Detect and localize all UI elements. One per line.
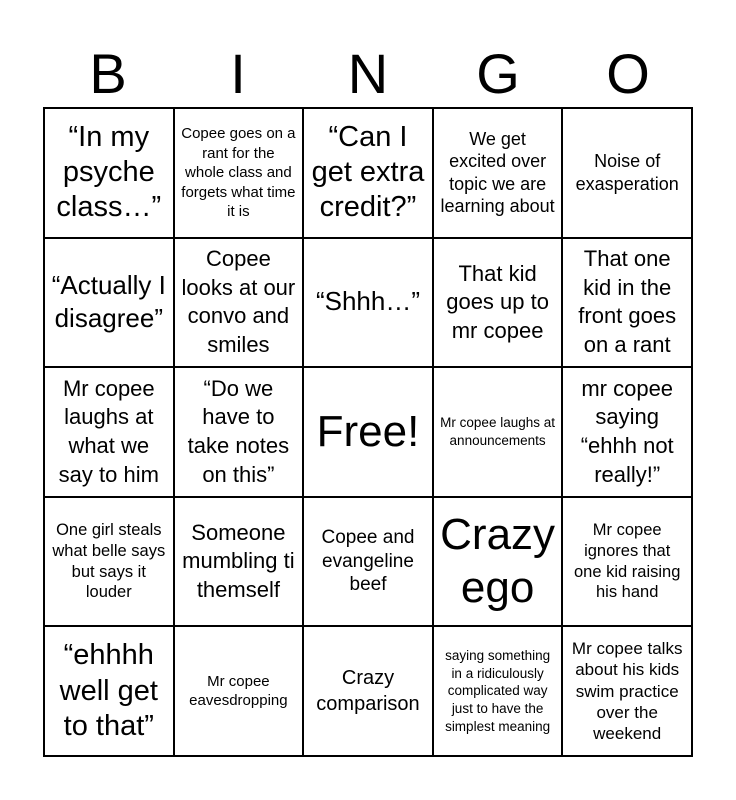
title-letter-n: N	[347, 42, 389, 105]
cell-text: Mr copee ignores that one kid raising his hand	[573, 521, 681, 602]
cell-text: Crazy comparison	[316, 667, 420, 716]
cell-text: Copee looks at our convo and smiles	[181, 246, 296, 357]
cell-text: Mr copee talks about his kids swim practice over the weekend	[571, 639, 683, 744]
cell-text: mr copee saying “ehhh not really!”	[580, 375, 674, 487]
cell-text: Mr copee laughs at what we say to him	[58, 375, 159, 487]
cell-text: Noise of exasperation	[575, 151, 679, 194]
cell-text: We get excited over topic we are learning about	[440, 128, 555, 217]
cell-text: That one kid in the front goes on a rant	[578, 246, 677, 357]
cell-text: “Do we have to take notes on this”	[187, 375, 290, 487]
title-letter-b: B	[89, 42, 127, 105]
bingo-cell[interactable]	[44, 108, 174, 238]
bingo-title	[43, 42, 693, 106]
title-letter-i: I	[230, 42, 246, 105]
cell-text: Crazy ego	[440, 509, 556, 612]
bingo-cell[interactable]	[174, 367, 304, 497]
bingo-cell[interactable]	[44, 367, 174, 497]
cell-text: Copee goes on a rant for the whole class and forgets what time it is	[181, 125, 296, 221]
bingo-cell[interactable]	[433, 367, 563, 497]
bingo-cell[interactable]	[44, 238, 174, 368]
bingo-cell[interactable]	[174, 238, 304, 368]
cell-text: Mr copee eavesdropping	[189, 672, 288, 710]
cell-text: Mr copee laughs at announcements	[440, 415, 555, 448]
cell-text: “Can I get extra credit?”	[311, 120, 425, 224]
bingo-cell[interactable]	[303, 497, 433, 627]
bingo-cell[interactable]	[562, 497, 692, 627]
bingo-cell[interactable]	[303, 238, 433, 368]
bingo-cell[interactable]	[303, 108, 433, 238]
cell-text: That kid goes up to mr copee	[446, 260, 549, 343]
bingo-cell[interactable]	[433, 108, 563, 238]
bingo-cell[interactable]	[174, 626, 304, 756]
cell-text: “Shhh…”	[315, 286, 421, 317]
bingo-cell[interactable]	[44, 626, 174, 756]
title-letter-o: O	[606, 42, 650, 105]
bingo-cell[interactable]	[44, 497, 174, 627]
bingo-cell[interactable]	[433, 497, 563, 627]
cell-text: saying something in a ridiculously complicated way just to have the simplest meaning	[445, 648, 551, 734]
bingo-cell[interactable]	[562, 238, 692, 368]
cell-text: “In my psyche class…”	[56, 120, 162, 224]
bingo-cell[interactable]	[433, 238, 563, 368]
cell-text: Copee and evangeline beef	[321, 526, 415, 596]
bingo-board	[43, 107, 693, 757]
cell-text: “Actually I disagree”	[51, 269, 166, 334]
bingo-cell[interactable]	[303, 626, 433, 756]
bingo-cell[interactable]	[433, 626, 563, 756]
free-space-text: Free!	[316, 406, 420, 456]
bingo-cell[interactable]	[562, 108, 692, 238]
free-space[interactable]	[303, 367, 433, 497]
bingo-cell[interactable]	[562, 626, 692, 756]
cell-text: One girl steals what belle says but says it louder	[52, 521, 166, 602]
bingo-cell[interactable]	[562, 367, 692, 497]
cell-text: “ehhhh well get to that”	[59, 639, 158, 742]
bingo-cell[interactable]	[174, 497, 304, 627]
bingo-cell[interactable]	[174, 108, 304, 238]
title-letter-g: G	[476, 42, 520, 105]
cell-text: Someone mumbling ti themself	[182, 519, 295, 602]
